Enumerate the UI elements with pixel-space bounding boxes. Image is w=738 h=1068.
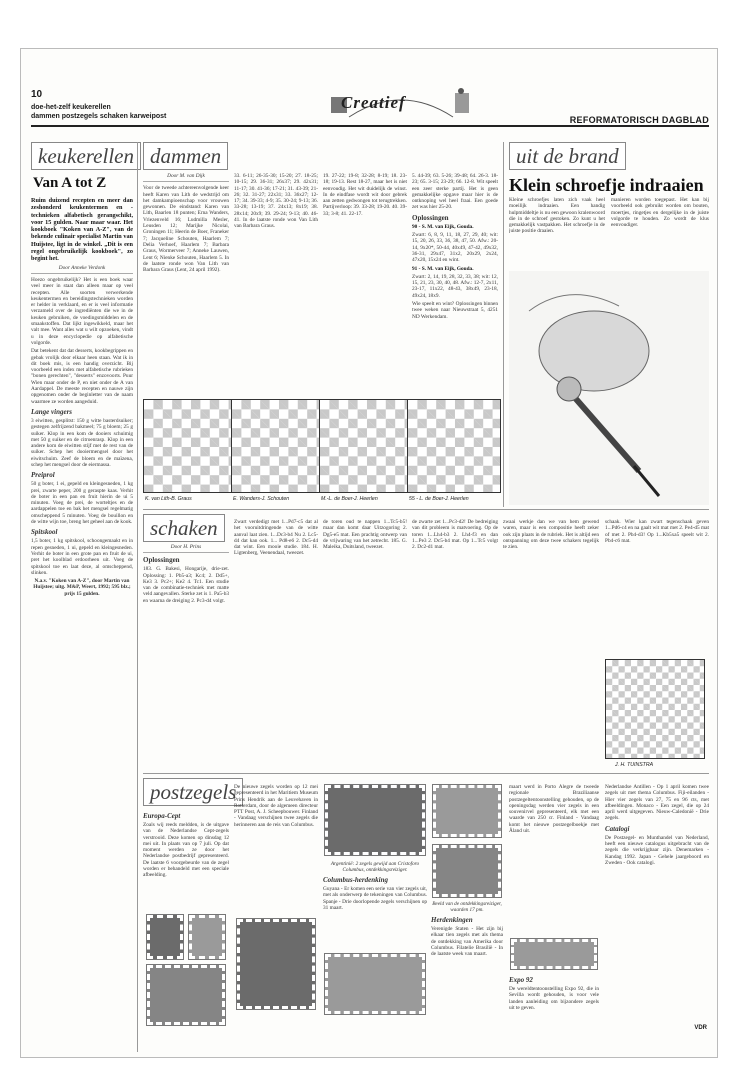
keukerellen-body-2: Dat betekent dat dat desserts, kookbegrippen en gebak vrolijk door elkaar heen staan. Wat ik in dit boek mis, is een handig overzicht. Bij voorbeeld een index met alfabetische rubrieken "bonen gerechten", "desserts" enzovoorts. Puur Wien maar onder de P, en niet onder de A van Aardappel. De meeste recepten en nauwe zijn opgenomen onder de beginletter van de naam waarmee ze worden aangeduid. <box>31 348 133 405</box>
solution-2: Zwart: 2, 14, 19, 28, 32, 33, 38; wit: 12, 15, 21, 23, 30, 40, 48. Afw.: 12-7, 2x11, 23-17, 11x22, 48-43, 38x49, 23-18, 49x24, 18x9. <box>412 273 498 299</box>
chess-diagram <box>605 659 705 759</box>
columbus-herdenking-title: Columbus-herdenking <box>323 876 388 884</box>
column-divider <box>503 142 504 507</box>
book-info: N.a.v. "Koken van A-Z", door Martin van Huijstee; uitg. M&P, Weert, 1992; 595 blz.; prijs 15 gulden. <box>33 578 131 597</box>
column-divider <box>137 142 138 1052</box>
section-divider <box>143 509 709 510</box>
header-rule <box>31 125 709 127</box>
postage-stamp-image <box>147 915 183 959</box>
postage-stamp-image <box>433 845 501 897</box>
section-divider <box>143 773 709 774</box>
oplossingen-note: Wie speelt en wint? Oplossingen binnen twee weken naar Nieuwstraat 5, 4251 ND Werkendam. <box>412 301 498 320</box>
keukerellen-headline: Van A tot Z <box>33 175 107 191</box>
herdenkingen-title: Herdenkingen <box>431 916 473 924</box>
schaken-text-1: 183. G. Bakesi, Hongarije, drie-zet. Oplossing: 1. Pb5-a3; Kc4; 2. Dd5+, Ke3 3. Pc2+; Ke2 4. Tc1. Een studie van de combinatie-techniek met matte veld aangevallen. Sterke zet is 1. Pa5-b3 en waarna de dreiging 2. Pc3-d4 volgt. <box>143 566 229 604</box>
postzegels-text-5: maart werd in Porto Alegre de tweede regionale Braziliaanse postzegeltentoonstelling gehouden, op de openingsdag werden vier zegels in een souvenirvel gepresenteerd, elk met een waarde van 250 cr. Finland - Vandaag komt het nieuwe postzegelboekje met Åland uit. <box>509 784 599 835</box>
dammen-text-4: 5. 44-39; 63. 5-26; 39-48; 64. 26-3. 18-23; 65. 3-15; 23-29; 66. 12-8. Wit speelt een zeer sterke partij. Het is geen gemakkelijke opgave maar hier is de ontknoping wel heel fraai. Een goede zet was hier 25-20. <box>412 173 498 211</box>
diagram-caption: 55 - L. de Boer-J. Heerlen <box>409 496 469 502</box>
section-uit-de-brand: uit de brand <box>509 142 626 170</box>
section-dammen: dammen <box>143 142 228 170</box>
section-schaken: schaken <box>143 514 225 542</box>
catalogi-title: Catalogi <box>605 824 630 833</box>
schaken-text-2: Zwart verdedigt met 1...Pd7-c5 dat al het vooruitdringende van de witte aanval laat zien. 1...Dc3-b4 Nu 2. Lc5-d4 dat kan ook. 1... Pd8-e6 2. Dc5-d4 dat wint. Een mooie studie. 184. H. Ligtenberg, Veenendaal, tweezet. <box>234 519 318 557</box>
diagram-caption: E. Wanders-J. Schouten <box>233 496 290 502</box>
keukerellen-byline: Door Anneke Verdonk <box>31 265 133 274</box>
europa-cept-title: Europa-Cept <box>143 812 181 820</box>
dammen-text-3: 19. 27-22; 19-8; 32-28; 8-19; 18. 23-18; 19-13. Rest 18-27, maar het is niet eenvoudig. Het wit duidelijk de winst. In de eindfase wordt wit door gebrek aan zetten gedwongen tot terugtrekken. Partijverloop: 39. 33-28; 19-20. 40. 39-33; 3-8; 41. 22-17. <box>323 173 407 217</box>
recipe-title-preiprol: Preiprol <box>31 471 55 480</box>
postzegels-text-1: Zoals wij reeds meldden, is de uitgave van de Nederlandse Cept-zegels verstrooid. Deze komen op dinsdag 12 mei uit. In plaats van op 7 juli. Op dat moment werden ze door het Nederlandse postbedrijf gepresenteerd. De laatste 6 voorgebeurde van de zegel worden er behandeld met een speciale afbeelding. <box>143 822 229 879</box>
section-postzegels: postzegels <box>143 778 243 806</box>
postzegels-column-4 <box>431 901 503 1021</box>
schaken-text-6: schaak. Wier kan zwart tegenschaak geven 1...Pd6-c4 en na gaalt wit mat met 2. Pe4-d5 mat of met 2. Pb4-d3! Op 1...Kb5xa5 speelt wit 2. Pb4-c6 mat. <box>605 519 709 544</box>
keukerellen-body-1: Hoezo ongebruikelijk? Het is een boek waar veel meer in staat dan alleen maar op veel recepten. Alle soorten verwerkende keukentermen en bereidingstechnieken worden er helder in verklaard, en er is veel informatie verzameld over de ingrediënten die we in de keuken gebruiken, de voedingsmiddelen en de smaakstoffen. Dat lijkt ingewikkeld, maar het valt mee. Want alles wat u wilt opzoeken, vindt u in deze encyclopedie op alfabetische volgorde. <box>31 276 133 346</box>
schaken-text-5: zwaai werkje dan we van hem gewend waren, maar is een compositie heeft zeker ook zijn plaats in de rubriek. Het is altijd een ontspanning om deze twee schakers tegelijk te zien. <box>503 519 599 551</box>
postzegels-column-2 <box>234 784 318 914</box>
draughts-diagram <box>231 399 325 493</box>
creatief-logo-text: Creatief <box>341 93 406 112</box>
schaken-column-5 <box>503 519 599 769</box>
postage-stamp-image <box>325 954 425 1014</box>
diagram-caption: M.-L. de Boer-J. Heerlen <box>321 496 378 502</box>
dammen-column-2 <box>234 173 318 395</box>
keukerellen-column <box>31 197 133 1027</box>
uit-de-brand-headline: Klein schroefje indraaien <box>509 175 704 195</box>
recipe-preiprol: 50 g boter, 1 ei, gepeld en kleingesneden, 1 kg prei, zwarte peper, 200 g geraspte kaas. Verhit de boter in een pan en fruit hierin de ui 5 minuten. Voeg de prei, de worteltjes en de aardappelen toe en bak het mengsel regelmatig omscheppend 5 minuten. Voeg de bouillon en de witte wijn toe, breng het geheel aan de kook. <box>31 481 133 526</box>
schaken-text-3: de toren oud te nappen 1...Tc5-b5! maar dan komt daar Uitzogoring 2. Dg5-e5 mat. Een prachtig ontwerp van de vrijwaring van het zetrecht. 185. G. Maleika, Duitsland, tweezet. <box>323 519 407 551</box>
draughts-diagram <box>143 399 237 493</box>
diagram-caption: K. van Lith-B. Graus <box>145 496 192 502</box>
schaken-column-4 <box>412 519 498 769</box>
catalogi-text: De Postzegel- en Munthandel van Nederland, heeft een nieuwe catalogus uitgebracht van de zegels die verkrijgbaar zijn. Denemarken - Kandag 1992. Japan - Gehele jaargeboord en Zweden - Ook catalogi. <box>605 834 709 866</box>
dammen-byline: Door M. van Dijk <box>143 173 229 182</box>
recipe-title-spitskool: Spitskool <box>31 528 58 537</box>
schaken-byline: Door H. Prins <box>143 544 229 553</box>
recipe-lange-vingers: 3 eiwitten, gesplitst: 150 g witte basterdsuiker; gestegen zelfrijzend bakmeel; 75 g bloem; 25 g suiker. Klop in een kom de dooiers schuimig met 50 g suiker en de citroenrasp. Klop in een andere kom de eiwitten stijf met de rest van de suiker. Schep het dooiermengsel door het eiwitschuim. Zeef de bloem en de maïzena, schep het mengsel door de eiermassa. <box>31 417 133 468</box>
page-header <box>31 87 709 137</box>
recipe-title-lange-vingers: Lange vingers <box>31 407 73 416</box>
chess-diagram-caption: J. H. TUINSTRA <box>615 762 654 768</box>
dammen-column-4 <box>412 173 498 395</box>
postage-stamp-image <box>511 939 597 969</box>
header-subtitle-topics: dammen postzegels schaken karweipost <box>31 113 167 120</box>
dammen-column-3 <box>323 173 407 395</box>
keukerellen-lead: Ruim duizend recepten en meer dan zeshonderd keukentermen en -technieken alfabetisch gerangschikt, voor 15 gulden. Naar maar waar. Het kookboek "Koken van A-Z", van de bekende culinair specialist Martin van Huijstee, ligt in de winkel. „Dit is een regel ongebruikelijk kookboek", zo begint het. <box>31 197 133 263</box>
dammen-column-1 <box>143 173 229 395</box>
schaken-column-1 <box>143 544 229 769</box>
solution-1: Zwart: 6, 8, 9, 11, 18, 27, 29, 40; wit: 15, 20, 26, 33, 36, 38, 47, 50. Afw.: 20-14, 9x20*, 50-44, 40x49, 47-42, 49x32, 36-31, 29x47, 31x2, 20x29, 2x24, 47x20, 15x24 en wint. <box>412 232 498 264</box>
schaken-text-4: de zwarte zet 1...Pc3-d2! De bedreiging van dit probleem is matvoering. Op de toren 1...Lh4-b3 2. Lh4-f3 en dan 1...Pe3 2. Dc5-b4 mat. Op 1...Tc5 volgt 2. Dc2-d1 mat. <box>412 519 498 551</box>
schaken-column-2 <box>234 519 318 769</box>
uit-de-brand-text-1: Kleine schroefjes laten zich vaak heel moeilijk indraaien. Een handig hulpmiddeltje is nu een gewoon kralenwoord die in de schroef gestoken. Zo kunt u het gemakkelijk vastpakken. Het schroefje in de juiste positie draaien. <box>509 197 605 235</box>
section-keukerellen: keukerellen <box>31 142 141 170</box>
draughts-diagram <box>407 399 501 493</box>
postage-stamp-image <box>237 919 315 1009</box>
postzegels-column-6 <box>605 784 709 1019</box>
screwdriver-illustration-icon <box>509 271 709 505</box>
author-credit: VDR <box>694 1025 707 1031</box>
recipe-spitskool: 1,5 boter, 1 kg spitskool, schoongemaakt en in repen gesneden, 1 ui, gepeld en kleingesneden. Verhit de boter in een grote pan en fruit de ui, pret het koolblad erdoorheen uit. Voeg de spitskool toe en laat deze, al omscheppend, slinken. <box>31 538 133 576</box>
postzegels-text-2: De nieuwe zegels worden op 12 mei gepresenteerd in het Maritiem Museum Prins Hendrik aan de Leuvehaven in Rotterdam, door de algemeen directeur PTT Post, A. J. Scheepbouwer. Finland - Vandaag verschijnen twee zegels die herinneren aan de reis van Columbus. <box>234 784 318 828</box>
postzegels-column-5 <box>509 784 599 934</box>
uit-de-brand-text-2: manieren worden toegepast. Het kan bij voorbeeld ook gebruikt worden om bouten, moertjes, ringetjes en dergelijke in de juiste volgorde te houden. Zo wordt de klus eenvoudiger. <box>611 197 709 229</box>
postzegels-text-3: Guyana - Er komen een serie van vier zegels uit, met als onderwerp de tekeningen van Columbus. Spanje - Drie doorlopende zegels verschijnen op 31 maart. <box>323 886 427 911</box>
postzegels-text-6: Nederlandse Antillen - Op 1 april komen twee zegels uit met thema Columbus. Fiji-eilanden - Hier vier zegels van 27, 75 en 96 cts, met afbeeldingen. Monaco - Een zegel, die op 24 april werd uitgegeven. Nieuw-Caledonië - Drie zegels. <box>605 784 709 822</box>
schaken-column-3 <box>323 519 407 769</box>
stamp-caption: Argentinië: 2 zegels gewijd aan Cristoforo Columbus, ontdekkingsreiziger. <box>330 861 420 873</box>
postage-stamp-image <box>433 785 501 837</box>
newspaper-page <box>20 48 718 1058</box>
expo-text: De wereldtentoonstelling Expo 92, die in Sevilla wordt gehouden, is voor vele landen aanleiding om bijzondere zegels uit te geven. <box>509 986 599 1011</box>
uit-de-brand-column-2 <box>611 197 709 267</box>
uit-de-brand-column-1 <box>509 197 605 267</box>
oplossingen-title: Oplossingen <box>412 213 449 222</box>
postage-stamp-image <box>147 965 225 1025</box>
schaken-column-6 <box>605 519 709 654</box>
dammen-text-2: 33. 6-11; 26-35-30; 15-20; 27. 18-25; 10-15; 29. 36-31; 26x37; 29. 42x31; 11-17; 30. 41-36; 17-21; 31. 43-39; 21-26; 32. 31-27; 22x31; 33. 36x27; 12-17; 34. 39-33; 4-9; 35. 30-24; 9-13; 36. 33-28; 13-19; 37. 24x13; 8x19; 38. 28x14; 20x9; 39. 29-24; 9-13; 40. 46-41. In de laatste ronde won Van Lith van Barbara Graus. <box>234 173 318 230</box>
expo-92-title: Expo 92 <box>509 976 533 984</box>
solution-2-title: 91 - S. M. van Eijk, Gouda. <box>412 265 474 272</box>
schaken-oplossingen-title: Oplossingen <box>143 556 180 565</box>
header-subtitle: doe-het-zelf keukerellen <box>31 104 111 111</box>
postage-stamp-image <box>189 915 225 959</box>
postage-stamp-image <box>325 785 425 855</box>
solution-1-title: 90 - S. M. van Eijk, Gouda. <box>412 223 474 230</box>
stamp-caption: Beeld van de ontdekkingsreiziger, waarden 17 pm. <box>432 901 502 913</box>
postzegels-column-1 <box>143 809 229 909</box>
postzegels-text-4: Verenigde Staten - Het zijn bij elkaar tien zegels met als thema de ontdekking van Amerika door Columbus. Filatelie Brasilië - In de laatste week van maart. <box>431 926 503 958</box>
newspaper-name: REFORMATORISCH DAGBLAD <box>569 115 709 125</box>
draughts-diagram <box>319 399 413 493</box>
expo-column <box>509 973 599 1023</box>
page-number: 10 <box>31 89 43 100</box>
dammen-text-1: Voor de tweede achtereenvolgende keer heeft Karen van Lith de wedstrijd om het damkampioenschap voor vrouwen gewonnen. De eindstand: Karen van Lith, Baarlen 18 punten; Erna Wanders, Vriezenveld 16; Ludmilla Mesler, Leusden 12; Marijke Nicolai, Groningen 11; Heerin de Boer, Franeker 7; Jacqueline Schouten, Haarlem 7; Delia Verhoef, Haarlem 7; Barbara Graus, Wormerveer 7; Anneke Lauwen, Lent 6; Nienke Schouten, Haarlem 5. In de laatste ronde won Van Lith van Barbara Graus (Lent, 24 april 1992). <box>143 185 229 274</box>
